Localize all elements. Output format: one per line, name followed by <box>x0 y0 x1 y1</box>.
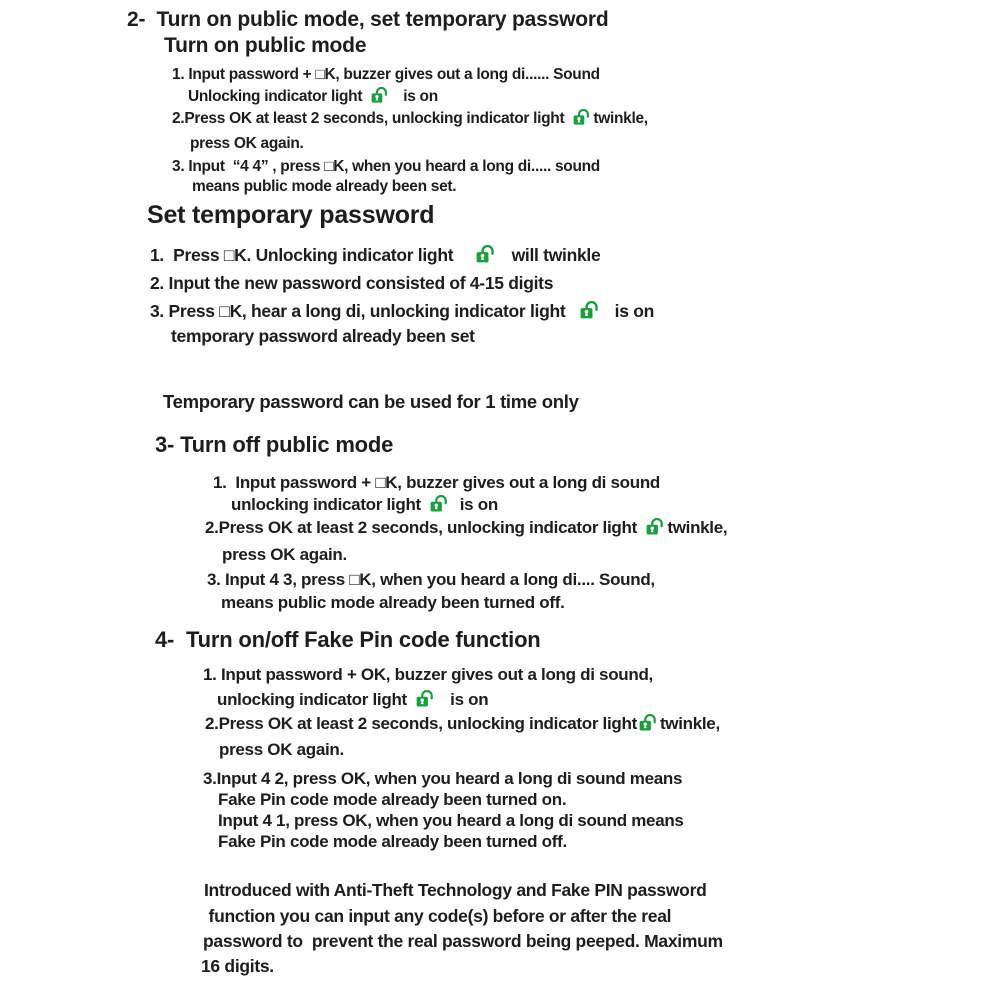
temp-password-note: Temporary password can be used for 1 time only <box>163 391 579 412</box>
s2-step2-pre: 2.Press OK at least 2 seconds, unlocking indicator light <box>172 110 569 127</box>
s2-step3-line1: 3. Input “4 4” , press □K, when you heard a long di..... sound <box>172 158 600 175</box>
s3-step1-pre: unlocking indicator light <box>231 495 426 514</box>
temp-step2: 2. Input the new password consisted of 4-15 digits <box>150 273 554 293</box>
s2-step2-line1 <box>172 109 648 128</box>
s3-step2-line1 <box>205 518 727 538</box>
temp-step3-line2: temporary password already been set <box>171 326 475 346</box>
s4-step2-pre: 2.Press OK at least 2 seconds, unlocking indicator light <box>205 714 637 733</box>
unlock-icon <box>580 301 601 320</box>
unlock-icon <box>416 690 436 708</box>
temp-step1-post: will twinkle <box>502 245 601 265</box>
section3-title: 3- Turn off public mode <box>155 432 394 457</box>
temp-step1-pre: 1. Press □K. Unlocking indicator light <box>150 245 472 265</box>
unlock-icon <box>476 245 497 264</box>
unlock-icon <box>371 87 390 104</box>
unlock-icon <box>430 495 450 513</box>
antitheft-paragraph-line4: 16 digits. <box>201 956 274 976</box>
s3-step1-post: is on <box>455 495 498 514</box>
unlock-icon <box>639 714 659 732</box>
s3-step2-post: twinkle, <box>667 518 728 537</box>
s4-step2-line1 <box>205 714 720 734</box>
temp-step3-post: is on <box>605 301 655 321</box>
s2-step2-post: twinkle, <box>593 110 648 127</box>
unlock-icon <box>573 109 592 126</box>
s2-step1-line2 <box>188 87 438 106</box>
antitheft-paragraph-line3: password to prevent the real password being peeped. Maximum <box>203 931 723 951</box>
s2-step1-line1: 1. Input password + □K, buzzer gives out a long di...... Sound <box>172 66 600 83</box>
s2-step2-line2: press OK again. <box>190 135 304 152</box>
s2-step3-line2: means public mode already been set. <box>192 178 457 195</box>
s3-step2-line2: press OK again. <box>222 545 347 564</box>
s3-step1-line2 <box>231 495 498 515</box>
antitheft-paragraph-line1: Introduced with Anti-Theft Technology and Fake PIN password <box>204 880 707 900</box>
s4-step3-line2: Fake Pin code mode already been turned on. <box>218 790 567 809</box>
s4-step2-line2: press OK again. <box>219 740 344 759</box>
s3-step2-pre: 2.Press OK at least 2 seconds, unlocking indicator light <box>205 518 642 537</box>
s2-step1-line2-post: is on <box>395 88 438 105</box>
s4-step3-line4: Fake Pin code mode already been turned off. <box>218 832 567 851</box>
section4-title: 4- Turn on/off Fake Pin code function <box>155 627 541 652</box>
s4-step1-line2 <box>217 690 488 710</box>
temp-step3-line1 <box>150 301 654 321</box>
temp-step1 <box>150 245 600 265</box>
section2-subtitle: Turn on public mode <box>164 34 367 57</box>
antitheft-paragraph-line2: function you can input any code(s) before or after the real <box>204 906 672 926</box>
s4-step3-line3: Input 4 1, press OK, when you heard a long di sound means <box>218 811 684 830</box>
s4-step1-post: is on <box>441 690 489 709</box>
unlock-icon <box>646 518 666 536</box>
s3-step3-line2: means public mode already been turned off. <box>221 593 565 612</box>
temp-step3-pre: 3. Press □K, hear a long di, unlocking indicator light <box>150 301 575 321</box>
s4-step3-line1: 3.Input 4 2, press OK, when you heard a long di sound means <box>203 769 683 788</box>
temp-password-title: Set temporary password <box>147 201 435 229</box>
s4-step1-pre: unlocking indicator light <box>217 690 412 709</box>
s3-step3-line1: 3. Input 4 3, press □K, when you heard a long di.... Sound, <box>207 570 655 589</box>
s4-step2-post: twinkle, <box>659 714 720 733</box>
s4-step1-line1: 1. Input password + OK, buzzer gives out a long di sound, <box>203 665 653 684</box>
s3-step1-line1: 1. Input password + □K, buzzer gives out a long di sound <box>213 473 661 492</box>
section2-title: 2- Turn on public mode, set temporary password <box>127 8 609 31</box>
s2-step1-line2-pre: Unlocking indicator light <box>188 88 367 105</box>
